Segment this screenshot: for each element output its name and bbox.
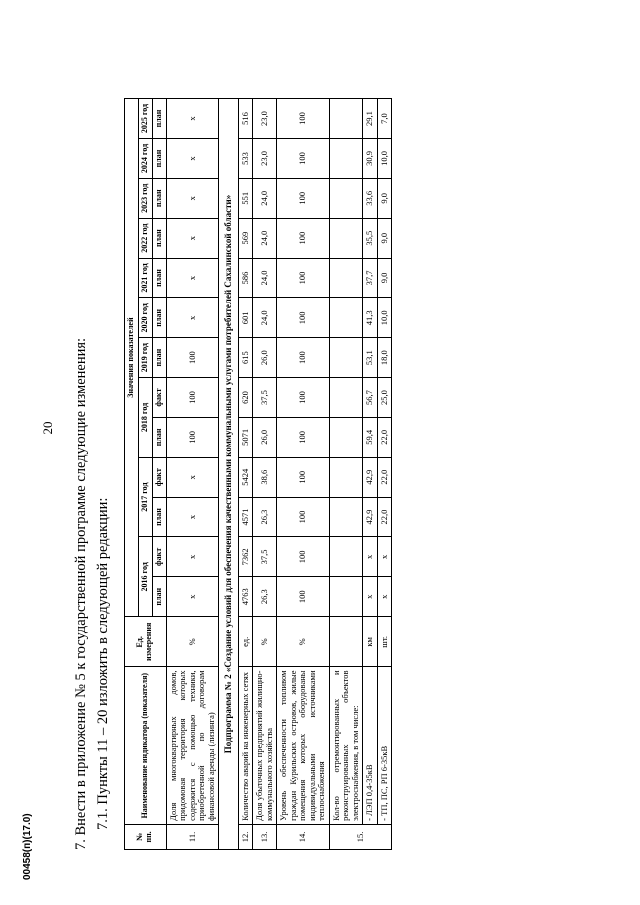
header-year-2020: 2020 год: [138, 298, 152, 338]
row-value: 26,0: [253, 417, 277, 457]
row-value: 42,9: [363, 497, 378, 537]
row-value: 569: [238, 218, 253, 258]
row-unit: шт.: [377, 617, 392, 667]
row-value: 23,0: [253, 139, 277, 179]
row-value: х: [166, 139, 219, 179]
table-row: [329, 99, 363, 850]
row-value: 100: [166, 417, 219, 457]
row-value: 615: [238, 338, 253, 378]
row-value: 9,0: [377, 178, 392, 218]
header-plan: план: [152, 218, 166, 258]
rotated-page-content: [70, 70, 392, 850]
header-values: Значения показателей: [125, 99, 139, 617]
row-value: х: [166, 298, 219, 338]
header-plan: план: [152, 258, 166, 298]
row-value: х: [166, 99, 219, 139]
row-value: 586: [238, 258, 253, 298]
row-value: 100: [277, 218, 330, 258]
header-year-2024: 2024 год: [138, 139, 152, 179]
row-value: 100: [277, 258, 330, 298]
row-value: х: [166, 178, 219, 218]
row-value: 42,9: [363, 457, 378, 497]
row-value: х: [377, 537, 392, 577]
row-value: 37,7: [363, 258, 378, 298]
row-value: 7,0: [377, 99, 392, 139]
intro-line-1: 7. Внести в приложение № 5 к государственной программе следующие изменения:: [73, 337, 89, 850]
row-value: 533: [238, 139, 253, 179]
row-value: 38,6: [253, 457, 277, 497]
header-plan: план: [152, 178, 166, 218]
row-num: 15.: [329, 824, 392, 849]
row-name: Уровень обеспеченности топливом граждан Курильских островов, жилые помещения которых оборудованы индивидуальными источниками теплоснабжения: [277, 667, 330, 824]
header-plan: план: [152, 577, 166, 617]
row-value: 59,4: [363, 417, 378, 457]
row-value: х: [166, 457, 219, 497]
indicators-table: [124, 98, 392, 850]
row-num: 14.: [277, 824, 330, 849]
row-value: 26,0: [253, 338, 277, 378]
row-value: 24,0: [253, 218, 277, 258]
header-year-2021: 2021 год: [138, 258, 152, 298]
header-fact: факт: [152, 378, 166, 418]
row-value: 100: [277, 298, 330, 338]
header-plan: план: [152, 99, 166, 139]
row-name: Доля многоквартирных домов, придомовая территория которых содержится с помощью техники, приобретенной по договорам финансовой аренды (лизинга): [166, 667, 219, 824]
row-value: 23,0: [253, 99, 277, 139]
row-value: х: [166, 258, 219, 298]
subprogram-title: Подпрограмма № 2 «Создание условий для обеспечения качественными коммунальными услугами потребителей Сахалинской области»: [219, 99, 238, 850]
row-value: х: [363, 537, 378, 577]
table-row: [166, 99, 219, 850]
row-name: Доля убыточных предприятий жилищно-коммунального хозяйства: [253, 667, 277, 824]
row-name: - ЛЭП 0,4-35кВ: [363, 667, 378, 824]
row-value: 41,3: [363, 298, 378, 338]
row-value: 100: [277, 178, 330, 218]
intro-line-2: 7.1. Пункты 11 – 20 изложить в следующей редакции:: [95, 497, 111, 830]
row-value: 100: [277, 99, 330, 139]
row-value: 10,0: [377, 298, 392, 338]
header-year-2018: 2018 год: [138, 378, 152, 458]
row-value: 22,0: [377, 497, 392, 537]
row-value: 100: [277, 457, 330, 497]
row-value: х: [166, 218, 219, 258]
row-value: 53,1: [363, 338, 378, 378]
header-unit: Ед. измерения: [125, 617, 167, 667]
table-row: [377, 99, 392, 850]
row-num: 12.: [238, 824, 253, 849]
row-num: 13.: [253, 824, 277, 849]
row-value: 26,3: [253, 577, 277, 617]
row-value: 551: [238, 178, 253, 218]
row-value: 100: [277, 577, 330, 617]
header-fact: факт: [152, 537, 166, 577]
row-num: 11.: [166, 824, 219, 849]
row-value: 100: [166, 338, 219, 378]
header-year-2017: 2017 год: [138, 457, 152, 537]
row-value: 9,0: [377, 218, 392, 258]
row-value: 100: [277, 497, 330, 537]
row-value: 10,0: [377, 139, 392, 179]
header-year-2019: 2019 год: [138, 338, 152, 378]
row-value: 29,1: [363, 99, 378, 139]
header-plan: план: [152, 139, 166, 179]
row-value: х: [363, 577, 378, 617]
row-value: 30,9: [363, 139, 378, 179]
header-year-2025: 2025 год: [138, 99, 152, 139]
row-unit: %: [253, 617, 277, 667]
table-row: [238, 99, 253, 850]
row-value: 24,0: [253, 178, 277, 218]
table-row: [253, 99, 277, 850]
header-plan: план: [152, 417, 166, 457]
row-value: 37,5: [253, 537, 277, 577]
table-row: [363, 99, 378, 850]
header-year-2023: 2023 год: [138, 178, 152, 218]
table-row: [277, 99, 330, 850]
row-value: х: [166, 577, 219, 617]
row-value: 22,0: [377, 457, 392, 497]
header-fact: факт: [152, 457, 166, 497]
row-value: 56,7: [363, 378, 378, 418]
row-value: 100: [277, 338, 330, 378]
row-value: 100: [277, 417, 330, 457]
intro-text: [70, 70, 114, 850]
row-value: х: [166, 537, 219, 577]
row-value: 35,5: [363, 218, 378, 258]
header-plan: план: [152, 338, 166, 378]
row-value: 5071: [238, 417, 253, 457]
row-value: 100: [277, 537, 330, 577]
row-value: 9,0: [377, 258, 392, 298]
row-value: 100: [277, 378, 330, 418]
row-value: 24,0: [253, 258, 277, 298]
row-value: 25,0: [377, 378, 392, 418]
header-plan: план: [152, 497, 166, 537]
row-value: 4571: [238, 497, 253, 537]
row-unit: %: [166, 617, 219, 667]
row-unit: %: [277, 617, 330, 667]
row-name: Кол-во отремонтированных и реконструированных объектов электроснабжения, в том числе:: [329, 667, 363, 824]
header-num: № пп.: [125, 824, 167, 849]
row-value: 100: [166, 378, 219, 418]
row-value: 601: [238, 298, 253, 338]
row-value: 22,0: [377, 417, 392, 457]
row-unit: км: [363, 617, 378, 667]
row-value: х: [377, 577, 392, 617]
row-unit: ед.: [238, 617, 253, 667]
row-value: 24,0: [253, 298, 277, 338]
row-value: 37,5: [253, 378, 277, 418]
header-row-1: [125, 99, 139, 850]
header-year-2016: 2016 год: [138, 537, 152, 617]
row-value: 516: [238, 99, 253, 139]
header-name: Наименование индикатора (показателя): [125, 667, 167, 824]
row-value: 100: [277, 139, 330, 179]
row-value: х: [166, 497, 219, 537]
row-value: 5424: [238, 457, 253, 497]
document-code: 00458(п)(17.0): [22, 813, 33, 880]
row-value: 26,3: [253, 497, 277, 537]
row-name: Количество аварий на инженерных сетях: [238, 667, 253, 824]
subprogram-row: [219, 99, 238, 850]
page-number: 20: [40, 421, 55, 435]
header-year-2022: 2022 год: [138, 218, 152, 258]
row-value: 18,0: [377, 338, 392, 378]
row-name: - ТП, ПС, РП 6-35кВ: [377, 667, 392, 824]
row-value: 4763: [238, 577, 253, 617]
header-plan: план: [152, 298, 166, 338]
row-value: 33,6: [363, 178, 378, 218]
row-value: 7362: [238, 537, 253, 577]
row-value: 620: [238, 378, 253, 418]
